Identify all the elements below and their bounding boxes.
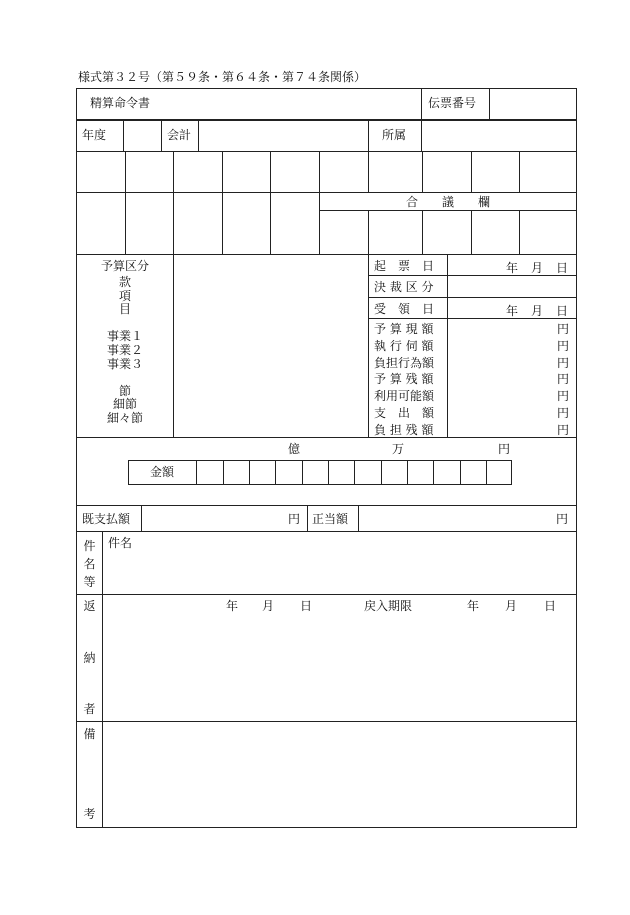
year-unit: 年 <box>506 304 519 318</box>
dept-label: 所属 <box>382 128 407 142</box>
yen-unit: 円 <box>556 422 569 437</box>
slip-no-field[interactable] <box>492 90 574 118</box>
budget-line: 事業３ <box>106 356 143 371</box>
unit-oku: 億 <box>288 442 301 456</box>
kingaku-label: 金額 <box>149 465 174 479</box>
paid-unit: 円 <box>288 512 301 526</box>
proper-amount-field[interactable] <box>359 506 576 531</box>
yen-unit: 円 <box>556 338 569 353</box>
receipt-date-label: 受 領 日 <box>374 302 435 316</box>
side-char: 名 <box>83 557 96 571</box>
amount-labels <box>374 321 434 439</box>
slip-no-label: 伝票番号 <box>428 96 477 110</box>
amount-label: 予 算 残 額 <box>374 372 434 387</box>
yen-unit: 円 <box>556 372 569 387</box>
account-label: 会計 <box>167 128 192 142</box>
return-month-unit: 月 <box>262 599 275 613</box>
month-unit: 月 <box>530 304 543 318</box>
year-unit: 年 <box>506 261 519 275</box>
budget-line: 細節 <box>112 397 137 412</box>
budget-line: 目 <box>118 302 131 317</box>
month-unit: 月 <box>530 261 543 275</box>
budget-line: 事業１ <box>106 329 143 344</box>
decision-label: 決 裁 区 分 <box>374 280 434 294</box>
budget-line: 款 <box>118 275 131 289</box>
yen-unit: 円 <box>556 405 569 420</box>
council-label: 合 議 欄 <box>405 195 490 209</box>
start-date-label: 起 票 日 <box>374 259 435 273</box>
amount-label: 負担行為額 <box>374 355 435 370</box>
yen-unit: 円 <box>556 322 569 336</box>
form-title: 様式第３２号（第５９条・第６４条・第７４条関係） <box>78 70 367 84</box>
yen-unit: 円 <box>556 389 569 404</box>
side-char: 件 <box>83 539 96 553</box>
amount-values[interactable] <box>448 321 569 439</box>
year-label: 年度 <box>82 128 107 142</box>
returner-side-char: 者 <box>83 702 96 716</box>
remarks-field[interactable] <box>104 723 575 826</box>
budget-title: 予算区分 <box>100 259 149 273</box>
unit-man: 万 <box>392 442 405 456</box>
paid-field[interactable] <box>142 506 306 531</box>
budget-code-field[interactable] <box>174 255 367 437</box>
deadline-year-unit: 年 <box>467 599 480 613</box>
budget-lines <box>78 276 172 426</box>
return-day-unit: 日 <box>300 599 313 613</box>
unit-en: 円 <box>498 442 511 456</box>
subject-label: 件名 <box>108 536 133 550</box>
amount-label: 負 担 残 額 <box>374 422 434 437</box>
paid-label: 既支払額 <box>82 512 131 526</box>
deadline-day-unit: 日 <box>544 599 557 613</box>
returner-side-char: 返 <box>83 599 96 613</box>
budget-line: 細々節 <box>106 410 143 425</box>
proper-amount-label: 正当額 <box>312 512 349 526</box>
subject-side-label <box>77 537 102 591</box>
budget-line: 事業２ <box>106 342 143 357</box>
remarks-side-char: 備 <box>83 727 96 741</box>
return-year-unit: 年 <box>226 599 239 613</box>
dept-field[interactable] <box>422 121 576 150</box>
return-deadline-label: 戻入期限 <box>364 599 413 613</box>
budget-line: 節 <box>118 383 131 398</box>
receipt-date-field[interactable] <box>506 302 568 319</box>
amount-label: 執 行 伺 額 <box>374 338 434 353</box>
budget-line: 項 <box>118 288 131 303</box>
remarks-side-char: 考 <box>83 807 96 821</box>
year-field[interactable] <box>124 121 160 150</box>
amount-label: 利用可能額 <box>374 389 435 404</box>
amount-label: 支 出 額 <box>374 405 435 420</box>
side-char: 等 <box>83 575 96 589</box>
yen-unit: 円 <box>556 355 569 370</box>
day-unit: 日 <box>555 261 568 275</box>
returner-field[interactable] <box>104 616 575 720</box>
doc-title: 精算命令書 <box>90 96 151 110</box>
decision-field[interactable] <box>448 276 576 296</box>
subject-field[interactable] <box>104 552 575 593</box>
day-unit: 日 <box>555 304 568 318</box>
returner-side-char: 納 <box>83 651 96 665</box>
deadline-month-unit: 月 <box>505 599 518 613</box>
proper-amount-unit: 円 <box>556 512 569 526</box>
account-field[interactable] <box>199 121 367 150</box>
kingaku-digits-field[interactable] <box>197 461 511 484</box>
start-date-field[interactable] <box>506 259 568 276</box>
amount-label: 予 算 現 額 <box>374 322 434 336</box>
